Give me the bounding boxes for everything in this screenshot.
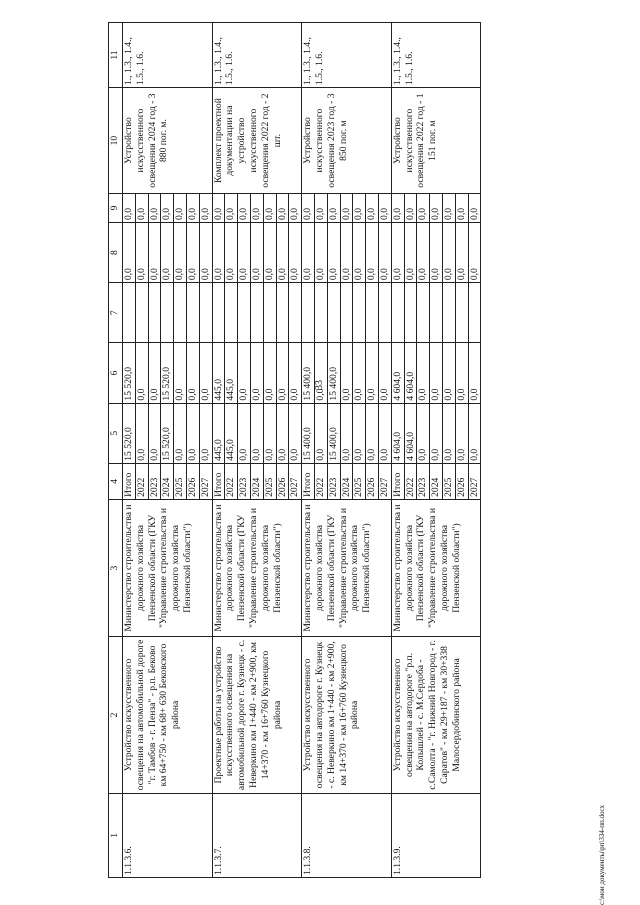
year-cell: 2026 (366, 463, 379, 499)
amount-other: 0,0 (327, 194, 340, 223)
amount-total: 4 604,0 (391, 403, 404, 463)
amount-local: 0,0 (327, 222, 340, 282)
amount-regional: 0,0 (340, 343, 353, 403)
amount-regional: 0,0 (417, 343, 430, 403)
amount-other: 0,0 (123, 194, 136, 223)
amount-local: 0,0 (430, 222, 443, 282)
amount-local: 0,0 (404, 222, 417, 282)
amount-federal (212, 283, 225, 343)
amount-regional: 0,0 (353, 343, 366, 403)
amount-regional: 15 520,0 (123, 343, 136, 403)
amount-local: 0,0 (174, 222, 187, 282)
amount-federal (263, 283, 276, 343)
amount-total: 0,0 (430, 403, 443, 463)
amount-other: 0,0 (378, 194, 391, 223)
amount-federal (302, 283, 315, 343)
footer-file-path: c:\мои документы\рп\334-пп.docx (598, 804, 606, 905)
amount-regional: 0,0 (250, 343, 263, 403)
column-number: 1 (109, 793, 123, 877)
year-cell: 2022 (404, 463, 417, 499)
activity-name: Проектные работы на устройство искусственного освещения на автомобильной дороге г. Кузнецк - с. Неверкино км 1+440 - км 2+900, км 14+370 - км 16+760 Кузнецкого района (212, 637, 302, 794)
amount-regional: 4 604,0 (404, 343, 417, 403)
year-cell: Итого (212, 463, 225, 499)
amount-local: 0,0 (263, 222, 276, 282)
amount-total: 0,0 (289, 403, 302, 463)
amount-federal (123, 283, 136, 343)
amount-total: 0,0 (250, 403, 263, 463)
amount-regional: 445,0 (212, 343, 225, 403)
table-body (109, 23, 481, 878)
amount-federal (468, 283, 481, 343)
amount-local: 0,0 (212, 222, 225, 282)
amount-local: 0,0 (225, 222, 238, 282)
amount-total: 0,0 (378, 403, 391, 463)
year-cell: 2027 (468, 463, 481, 499)
year-cell: 2023 (148, 463, 161, 499)
amount-other: 0,0 (199, 194, 212, 223)
amount-total: 15 400,0 (302, 403, 315, 463)
amount-regional: 0,0 (468, 343, 481, 403)
amount-other: 0,0 (174, 194, 187, 223)
amount-other: 0,0 (289, 194, 302, 223)
amount-federal (161, 283, 174, 343)
amount-regional: 0,0 (289, 343, 302, 403)
year-cell: 2023 (238, 463, 251, 499)
table-row (391, 23, 404, 878)
amount-other: 0,0 (314, 194, 327, 223)
row-id: 1.1.3.8. (302, 793, 392, 877)
amount-federal (314, 283, 327, 343)
column-number: 3 (109, 499, 123, 636)
amount-total: 0,0 (238, 403, 251, 463)
amount-other: 0,0 (238, 194, 251, 223)
year-cell: 2027 (378, 463, 391, 499)
amount-total: 445,0 (212, 403, 225, 463)
amount-regional: 0,0 (238, 343, 251, 403)
amount-other: 0,0 (276, 194, 289, 223)
amount-federal (186, 283, 199, 343)
amount-federal (250, 283, 263, 343)
amount-other: 0,0 (340, 194, 353, 223)
indicator-links: 1., 1.3., 1.4., 1.5., 1.6. (123, 23, 213, 88)
amount-local: 0,0 (314, 222, 327, 282)
result-description: Комплект проектной документации на устройство искусственного освещения 2022 год - 2 шт. (212, 88, 302, 194)
amount-regional: 0,0 (186, 343, 199, 403)
amount-local: 0,0 (366, 222, 379, 282)
amount-total: 15 520,0 (161, 403, 174, 463)
amount-total: 0,0 (148, 403, 161, 463)
amount-regional: 0,0 (276, 343, 289, 403)
amount-regional: 0,0 (455, 343, 468, 403)
amount-total: 0,0 (199, 403, 212, 463)
amount-total: 0,0 (174, 403, 187, 463)
amount-federal (238, 283, 251, 343)
amount-total: 0,0 (314, 403, 327, 463)
amount-total: 0,0 (186, 403, 199, 463)
amount-other: 0,0 (366, 194, 379, 223)
amount-other: 0,0 (404, 194, 417, 223)
year-cell: 2027 (199, 463, 212, 499)
amount-regional: 4 604,0 (391, 343, 404, 403)
result-description: Устройство искусственного освещения 2022 год - 1 151 пог. м (391, 88, 481, 194)
year-cell: 2025 (263, 463, 276, 499)
amount-total: 0,0 (455, 403, 468, 463)
table-row (302, 23, 315, 878)
amount-local: 0,0 (353, 222, 366, 282)
amount-regional: 15 400,0 (302, 343, 315, 403)
executor: Министерство строительства и дорожного хозяйства Пензенской области (ГКУ "Управление строительства и дорожного хозяйства Пензенской области") (123, 499, 213, 636)
activity-name: Устройство искусственного освещения на автомобильной дороге "г. Тамбов - г. Пенза" - р.п. Беково км 64+750 - км 68+ 630 Бековского района (123, 637, 213, 794)
year-cell: 2023 (417, 463, 430, 499)
amount-local: 0,0 (123, 222, 136, 282)
amount-total: 0,0 (135, 403, 148, 463)
amount-other: 0,0 (135, 194, 148, 223)
year-cell: 2024 (250, 463, 263, 499)
amount-local: 0,0 (442, 222, 455, 282)
amount-regional: 0,0 (263, 343, 276, 403)
amount-other: 0,0 (212, 194, 225, 223)
year-cell: Итого (391, 463, 404, 499)
executor: Министерство строительства и дорожного хозяйства Пензенской области (ГКУ "Управление строительства и дорожного хозяйства Пензенской области") (302, 499, 392, 636)
table-row (212, 23, 225, 878)
amount-total: 0,0 (353, 403, 366, 463)
amount-other: 0,0 (225, 194, 238, 223)
column-number: 10 (109, 88, 123, 194)
result-description: Устройство искусственного освещения 2024 год - 3 880 пог. м. (123, 88, 213, 194)
amount-regional: 0,0 (199, 343, 212, 403)
amount-other: 0,0 (442, 194, 455, 223)
amount-local: 0,0 (378, 222, 391, 282)
amount-local: 0,0 (289, 222, 302, 282)
indicator-links: 1., 1.3., 1.4., 1.5., 1.6. (212, 23, 302, 88)
amount-regional: 15 520,0 (161, 343, 174, 403)
amount-other: 0,0 (186, 194, 199, 223)
year-cell: 2022 (225, 463, 238, 499)
amount-federal (455, 283, 468, 343)
amount-total: 0,0 (468, 403, 481, 463)
year-cell: 2025 (174, 463, 187, 499)
amount-federal (417, 283, 430, 343)
year-cell: 2022 (314, 463, 327, 499)
column-number-row (109, 23, 123, 878)
amount-local: 0,0 (455, 222, 468, 282)
amount-total: 0,0 (366, 403, 379, 463)
amount-regional: 0,0 (148, 343, 161, 403)
amount-other: 0,0 (391, 194, 404, 223)
row-id: 1.1.3.6. (123, 793, 213, 877)
amount-regional: 445,0 (225, 343, 238, 403)
year-cell: 2024 (430, 463, 443, 499)
amount-federal (327, 283, 340, 343)
amount-other: 0,0 (455, 194, 468, 223)
column-number: 8 (109, 222, 123, 282)
amount-other: 0,0 (263, 194, 276, 223)
amount-federal (289, 283, 302, 343)
amount-federal (366, 283, 379, 343)
indicator-links: 1., 1.3., 1.4., 1.5., 1.6. (302, 23, 392, 88)
column-number: 6 (109, 343, 123, 403)
year-cell: 2025 (442, 463, 455, 499)
program-table (108, 22, 481, 878)
amount-total: 0,0 (340, 403, 353, 463)
amount-total: 0,0 (442, 403, 455, 463)
activity-name: Устройство искусственного освещения на автодороге г. Кузнецк - с. Неверкино км 1+440 - км 2+900, км 14+370 - км 16+760 Кузнецкого района (302, 637, 392, 794)
amount-total: 0,0 (276, 403, 289, 463)
executor: Министерство строительства и дорожного хозяйства Пензенской области (ГКУ "Управление строительства и дорожного хозяйства Пензенской области") (212, 499, 302, 636)
executor: Министерство строительства и дорожного хозяйства Пензенской области (ГКУ "Управление строительства и дорожного хозяйства Пензенской области") (391, 499, 481, 636)
amount-regional: 0,0 (135, 343, 148, 403)
amount-total: 15 520,0 (123, 403, 136, 463)
amount-local: 0,0 (340, 222, 353, 282)
amount-regional: 0,0 (442, 343, 455, 403)
amount-local: 0,0 (391, 222, 404, 282)
amount-local: 0,0 (135, 222, 148, 282)
amount-federal (199, 283, 212, 343)
amount-other: 0,0 (161, 194, 174, 223)
amount-other: 0,0 (430, 194, 443, 223)
amount-local: 0,0 (276, 222, 289, 282)
amount-total: 445,0 (225, 403, 238, 463)
amount-local: 0,0 (302, 222, 315, 282)
year-cell: 2024 (340, 463, 353, 499)
amount-federal (174, 283, 187, 343)
column-number: 11 (109, 23, 123, 88)
amount-local: 0,0 (186, 222, 199, 282)
column-number: 4 (109, 463, 123, 499)
amount-federal (378, 283, 391, 343)
column-number: 2 (109, 637, 123, 794)
amount-federal (148, 283, 161, 343)
amount-other: 0,0 (353, 194, 366, 223)
amount-federal (340, 283, 353, 343)
year-cell: 2023 (327, 463, 340, 499)
column-number: 5 (109, 403, 123, 463)
amount-total: 0,0 (263, 403, 276, 463)
amount-other: 0,0 (417, 194, 430, 223)
amount-other: 0,0 (468, 194, 481, 223)
amount-local: 0,0 (468, 222, 481, 282)
amount-federal (276, 283, 289, 343)
amount-federal (135, 283, 148, 343)
amount-regional: 0,0 (430, 343, 443, 403)
table-row (123, 23, 136, 878)
amount-regional: 15 400,0 (327, 343, 340, 403)
amount-regional: 0,0 (314, 343, 327, 403)
amount-total: 15 400,0 (327, 403, 340, 463)
year-cell: Итого (302, 463, 315, 499)
indicator-links: 1., 1.3., 1.4., 1.5., 1.6. (391, 23, 481, 88)
amount-federal (225, 283, 238, 343)
result-description: Устройство искусственного освещения 2023 год - 3 850 пог. м (302, 88, 392, 194)
year-cell: 2026 (455, 463, 468, 499)
amount-regional: 0,0 (378, 343, 391, 403)
row-id: 1.1.3.7. (212, 793, 302, 877)
column-number: 9 (109, 194, 123, 223)
activity-name: Устройство искусственного освещения на автодороге "р.п. Колышлей - с. М.Сердоба - с.Самолта - "г. Нижний Новгород - г. Саратов" - км 29+187 - км 30+338 Малосердобинского района (391, 637, 481, 794)
page-number-text: 33 (314, 380, 325, 390)
amount-federal (391, 283, 404, 343)
amount-total: 0,0 (417, 403, 430, 463)
year-cell: 2026 (276, 463, 289, 499)
year-cell: 2027 (289, 463, 302, 499)
amount-local: 0,0 (148, 222, 161, 282)
amount-other: 0,0 (148, 194, 161, 223)
amount-regional: 0,0 (174, 343, 187, 403)
amount-federal (353, 283, 366, 343)
amount-federal (442, 283, 455, 343)
amount-other: 0,0 (302, 194, 315, 223)
amount-local: 0,0 (199, 222, 212, 282)
amount-other: 0,0 (250, 194, 263, 223)
year-cell: Итого (123, 463, 136, 499)
year-cell: 2024 (161, 463, 174, 499)
amount-local: 0,0 (417, 222, 430, 282)
amount-total: 4 604,0 (404, 403, 417, 463)
rotated-table-container (108, 18, 578, 878)
amount-local: 0,0 (250, 222, 263, 282)
column-number: 7 (109, 283, 123, 343)
amount-federal (430, 283, 443, 343)
year-cell: 2026 (186, 463, 199, 499)
row-id: 1.1.3.9. (391, 793, 481, 877)
year-cell: 2025 (353, 463, 366, 499)
year-cell: 2022 (135, 463, 148, 499)
amount-local: 0,0 (238, 222, 251, 282)
amount-regional: 0,0 (366, 343, 379, 403)
amount-local: 0,0 (161, 222, 174, 282)
amount-federal (404, 283, 417, 343)
